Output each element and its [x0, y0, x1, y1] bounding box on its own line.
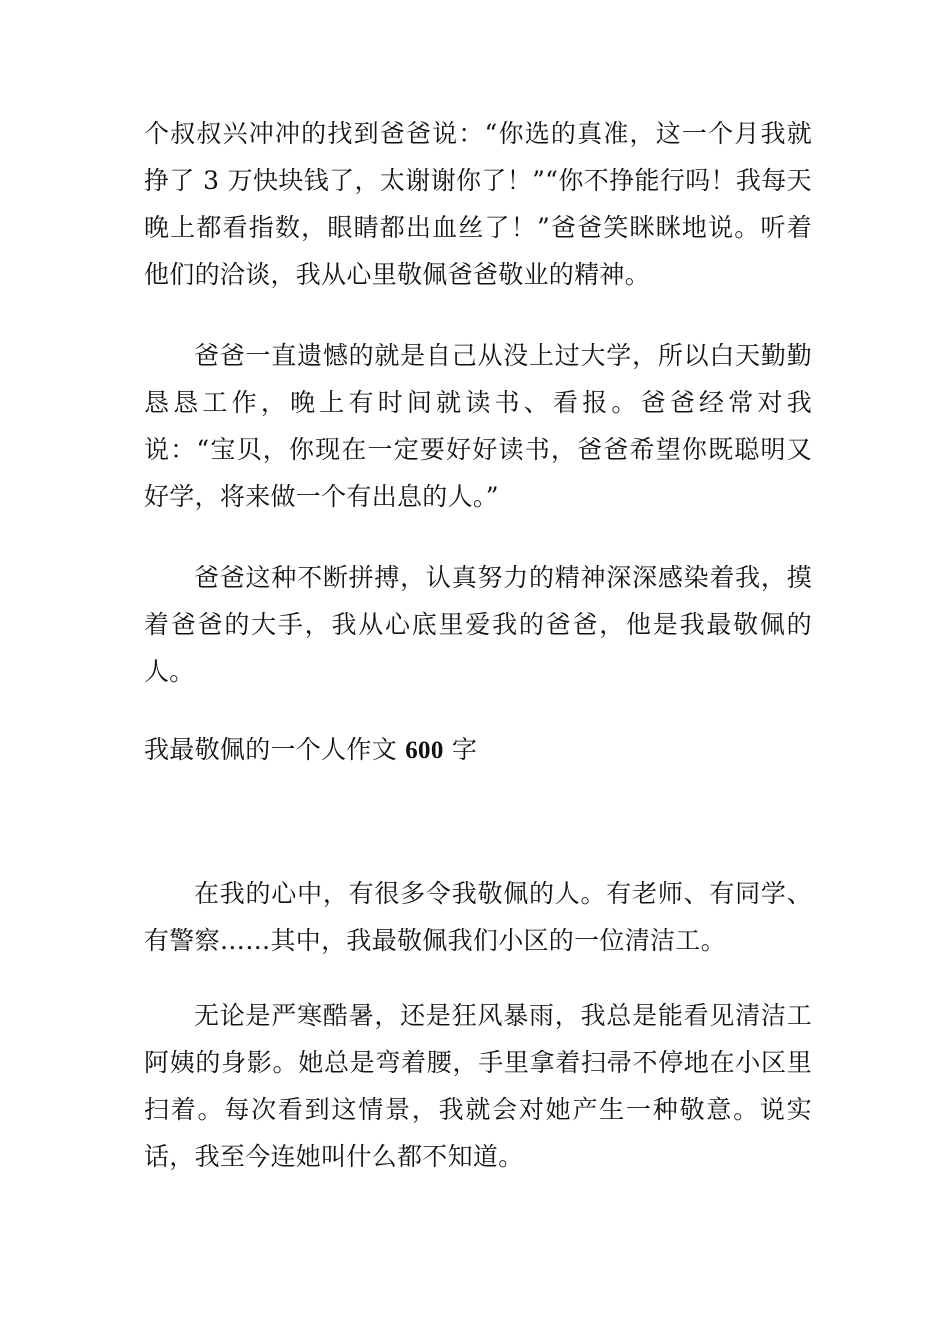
paragraph-4: 在我的心中，有很多令我敬佩的人。有老师、有同学、有警察……其中，我最敬佩我们小区的一位清洁工。	[144, 879, 812, 955]
paragraph-2: 爸爸一直遗憾的就是自己从没上过大学，所以白天勤勤恳恳工作，晚上有时间就读书、看报。爸爸经常对我说：“宝贝，你现在一定要好好读书，爸爸希望你既聪明又好学，将来做一个有出息的人。”	[144, 341, 812, 511]
paragraph-3: 爸爸这种不断拼搏，认真努力的精神深深感染着我，摸着爸爸的大手，我从心底里爱我的爸爸，他是我最敬佩的人。	[144, 563, 812, 686]
heading-text-before: 我最敬佩的一个人作文	[144, 735, 406, 764]
paragraph-5: 无论是严寒酷暑，还是狂风暴雨，我总是能看见清洁工阿姨的身影。她总是弯着腰，手里拿着扫帚不停地在小区里扫着。每次看到这情景，我就会对她产生一种敬意。说实话，我至今连她叫什么都不知道。	[144, 1001, 812, 1171]
heading-number: 600	[405, 737, 444, 764]
heading-text-after: 字	[443, 735, 478, 764]
paragraph-1: 个叔叔兴冲冲的找到爸爸说：“你选的真准，这一个月我就挣了 3 万快块钱了，太谢谢你了！”“你不挣能行吗！我每天晚上都看指数，眼睛都出血丝了！”爸爸笑眯眯地说。听着他们的洽谈，我从心里敬佩爸爸敬业的精神。	[144, 119, 812, 289]
section-heading	[144, 726, 477, 774]
